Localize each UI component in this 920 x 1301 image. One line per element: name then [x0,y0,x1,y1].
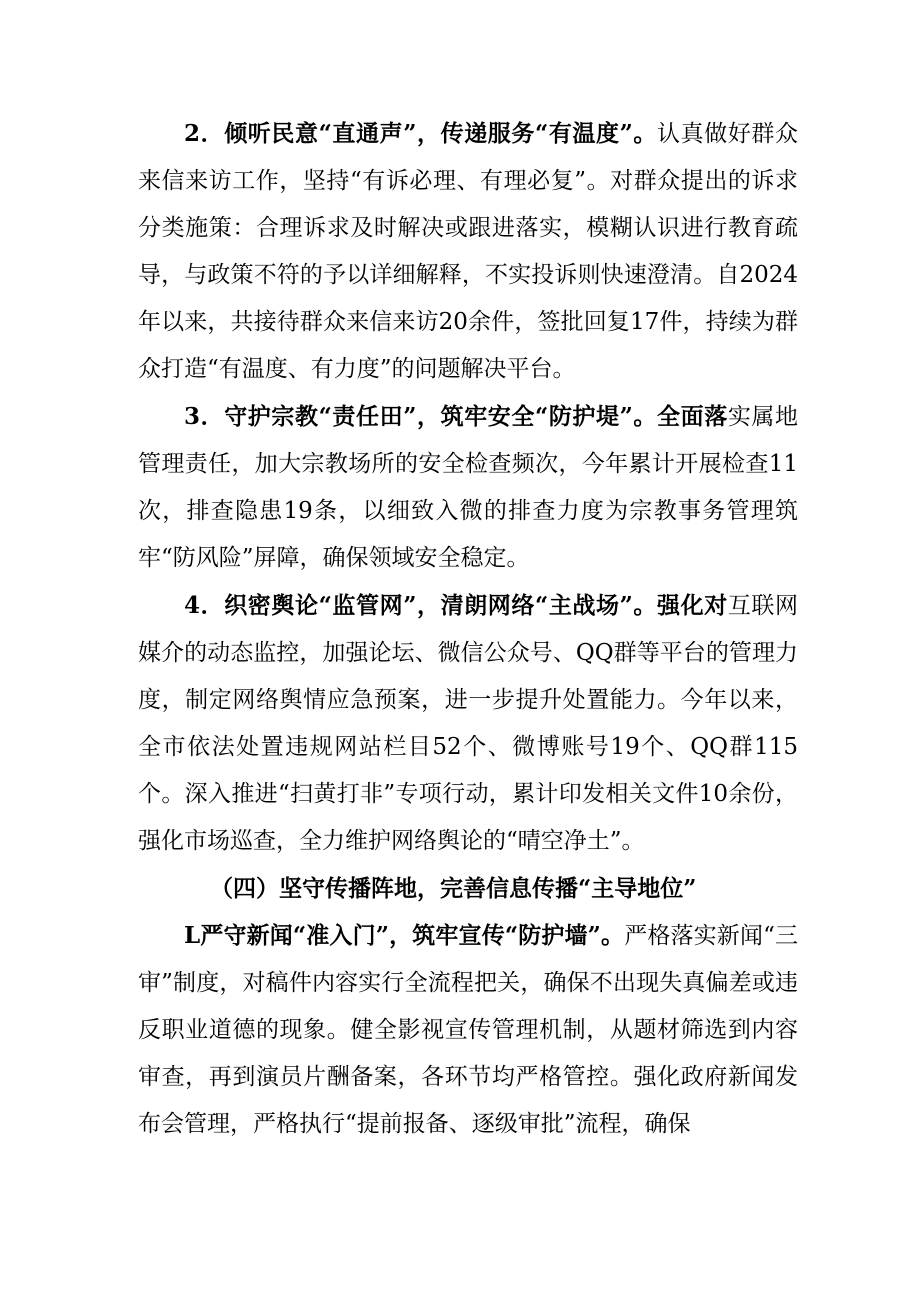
paragraph-news-body: 严格落实新闻“三审”制度，对稿件内容实行全流程把关，确保不出现失真偏差或违反职业道德的现象。健全影视宣传管理机制，从题材筛选到内容审查，再到演员片酬备案，各环节均严格管控。强化政府新闻发布会管理，严格执行“提前报备、逐级审批”流程，确保 [138,923,798,1137]
paragraph-news-lead: L严守新闻“准入门”，筑牢宣传“防护墙”。 [184,922,625,949]
paragraph-2-lead: 2．倾听民意“直通声”，传递服务“有温度”。 [184,120,658,147]
document-body [138,110,798,1148]
paragraph-3-religion [138,393,798,582]
paragraph-2-body: 认真做好群众来信来访工作，坚持“有诉必理、有理必复”。对群众提出的诉求分类施策：合理诉求及时解决或跟进落实，模糊认识进行教育疏导，与政策不符的予以详细解释，不实投诉则快速澄清。自2024年以来，共接待群众来信来访20余件，签批回复17件，持续为群众打造“有温度、有力度”的问题解决平台。 [138,121,799,382]
paragraph-3-lead: 3．守护宗教“责任田”，筑牢安全“防护堤”。全面落 [184,403,728,430]
section-heading-four: （四）坚守传播阵地，完善信息传播“主导地位” [210,875,697,902]
paragraph-1-news [138,912,798,1148]
paragraph-4-internet [138,582,798,865]
paragraph-4-lead: 4．织密舆论“监管网”，清朗网络“主战场”。强化对 [184,592,728,619]
paragraph-3-body: 实属地管理责任，加大宗教场所的安全检查频次，今年累计开展检查11次，排查隐患19条，以细致入微的排查力度为宗教事务管理筑牢“防风险”屏障，确保领域安全稳定。 [138,404,799,571]
paragraph-2-petitions [138,110,798,393]
paragraph-4-body: 互联网媒介的动态监控，加强论坛、微信公众号、QQ群等平台的管理力度，制定网络舆情应急预案，进一步提升处置能力。今年以来，全市依法处置违规网站栏目52个、微博账号19个、QQ群115个。深入推进“扫黄打非”专项行动，累计印发相关文件10余份，强化市场巡查，全力维护网络舆论的“晴空净土”。 [138,593,799,854]
